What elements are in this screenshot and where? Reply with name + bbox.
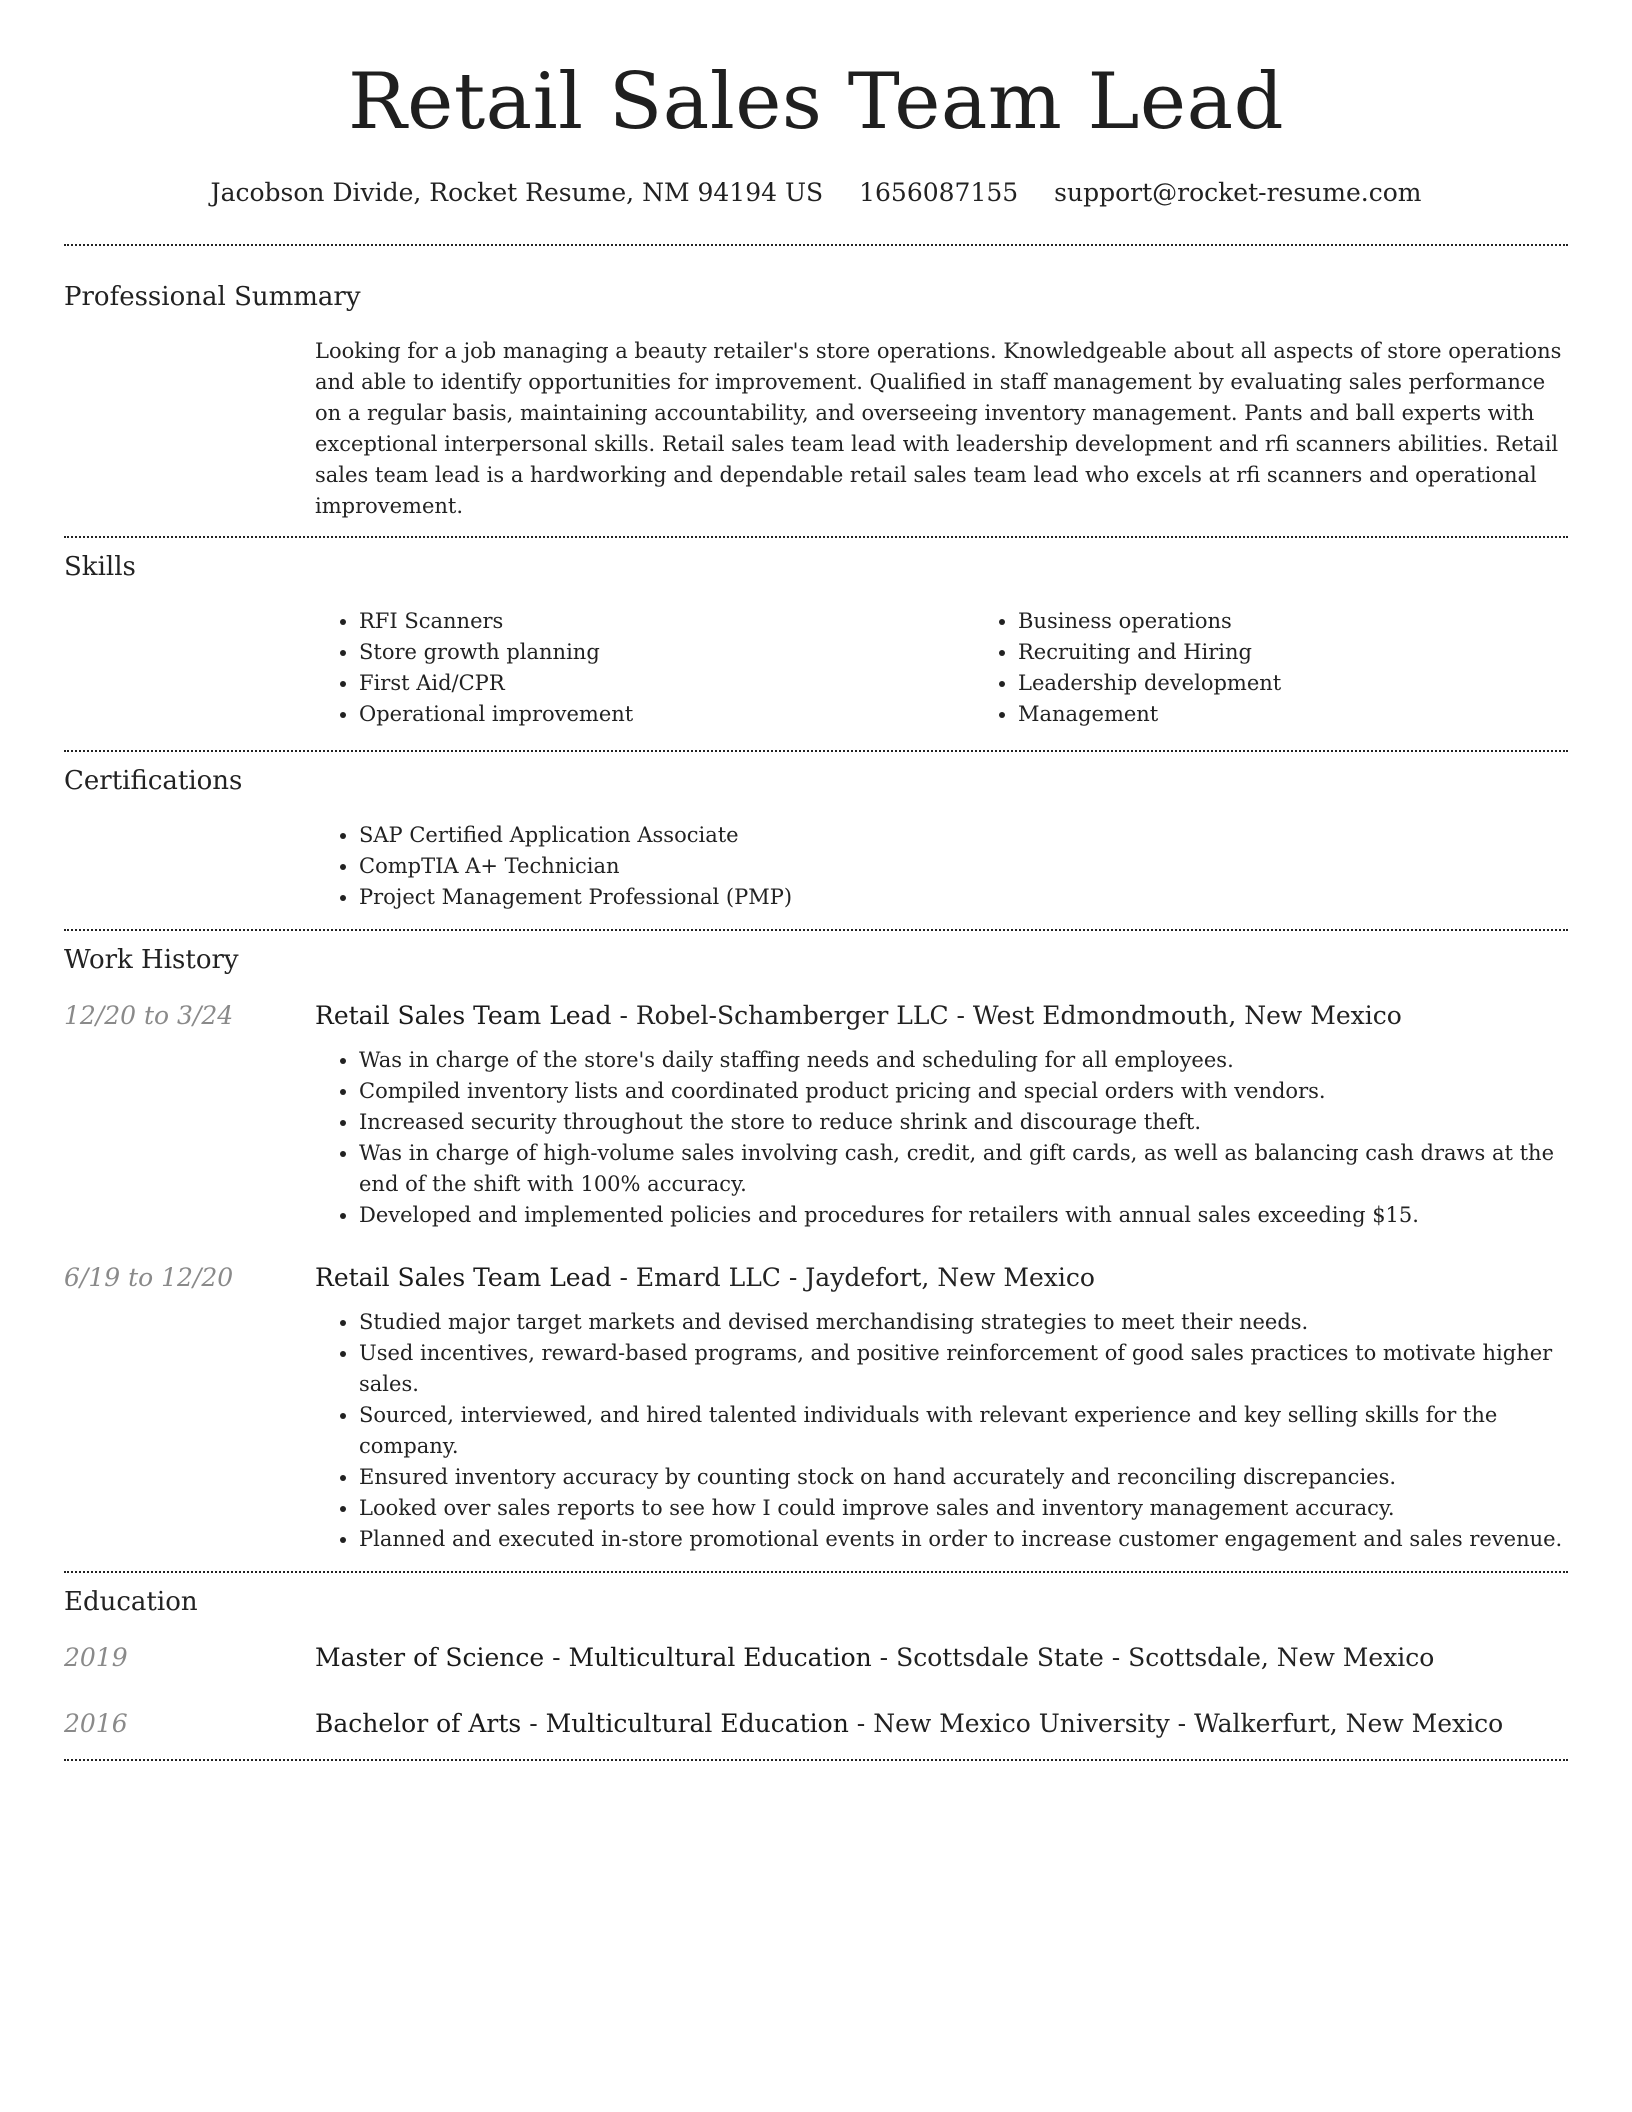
education-line	[315, 1641, 1434, 1675]
education-year: 2019	[64, 1643, 128, 1672]
list-item: • Studied major target markets and devised merchandising strategies to meet their needs.	[359, 1307, 1568, 1338]
job-company: Robel-Schamberger LLC	[635, 1001, 949, 1030]
work-section	[64, 931, 1568, 1571]
job-header	[64, 999, 1568, 1033]
education-line	[315, 1707, 1503, 1741]
contact-email: support@rocket-resume.com	[1054, 178, 1422, 207]
list-item: • Ensured inventory accuracy by counting stock on hand accurately and reconciling discrepancies.	[359, 1462, 1568, 1493]
list-item: • Planned and executed in-store promotional events in order to increase customer engagement and sales revenue.	[359, 1524, 1568, 1555]
separator: -	[544, 1643, 569, 1672]
job-dates: 6/19 to 12/20	[64, 1263, 234, 1292]
separator: -	[611, 1001, 636, 1030]
summary-content	[315, 336, 1568, 522]
separator: -	[1169, 1709, 1195, 1738]
list-item: • Recruiting and Hiring	[1018, 637, 1632, 668]
summary-section	[64, 246, 1568, 536]
job-details	[315, 1307, 1568, 1555]
list-item: • Project Management Professional (PMP)	[359, 882, 1568, 913]
separator: -	[780, 1263, 806, 1292]
contact-phone: 1656087155	[859, 178, 1019, 207]
list-item: • Leadership development	[1018, 668, 1632, 699]
job-title: Retail Sales Team Lead	[315, 1001, 612, 1030]
education-location: Scottsdale, New Mexico	[1128, 1643, 1435, 1672]
list-item: • Business operations	[1018, 606, 1632, 637]
list-item: • Was in charge of the store's daily staffing needs and scheduling for all employees.	[359, 1045, 1568, 1076]
education-school: New Mexico University	[873, 1709, 1170, 1738]
education-degree: Master of Science	[315, 1643, 545, 1672]
job-title: Retail Sales Team Lead	[315, 1263, 612, 1292]
list-item: • CompTIA A+ Technician	[359, 851, 1568, 882]
separator: -	[521, 1709, 546, 1738]
education-school: Scottsdale State	[896, 1643, 1104, 1672]
summary-heading: Professional Summary	[64, 282, 361, 312]
job-title-line	[315, 1261, 1095, 1295]
job-dates: 12/20 to 3/24	[64, 1001, 234, 1030]
job-bullets	[315, 1307, 1568, 1555]
job-header	[64, 1261, 1568, 1295]
job-location: Jaydefort, New Mexico	[805, 1263, 1095, 1292]
list-item: • Management	[1018, 699, 1632, 730]
separator: -	[848, 1709, 874, 1738]
education-field: Multicultural Education	[568, 1643, 872, 1672]
list-item: • SAP Certified Application Associate	[359, 820, 1568, 851]
skills-section	[64, 538, 1568, 750]
education-heading: Education	[64, 1587, 198, 1617]
skills-grid	[315, 606, 1568, 730]
job-company: Emard LLC	[635, 1263, 781, 1292]
education-section	[64, 1573, 1568, 1759]
list-item: • Developed and implemented policies and procedures for retailers with annual sales exceeding $15.	[359, 1200, 1568, 1231]
list-item: • RFI Scanners	[359, 606, 974, 637]
list-item: • Increased security throughout the store to reduce shrink and discourage theft.	[359, 1107, 1568, 1138]
education-entry	[64, 1641, 1568, 1675]
education-divider	[64, 1759, 1568, 1761]
job-location: West Edmondmouth, New Mexico	[972, 1001, 1402, 1030]
separator: -	[871, 1643, 897, 1672]
work-heading: Work History	[64, 945, 239, 975]
education-location: Walkerfurt, New Mexico	[1194, 1709, 1504, 1738]
education-entry	[64, 1707, 1568, 1741]
certifications-section	[64, 752, 1568, 929]
certifications-list	[315, 820, 1568, 913]
list-item: • Store growth planning	[359, 637, 974, 668]
education-field: Multicultural Education	[545, 1709, 849, 1738]
separator: -	[948, 1001, 973, 1030]
list-item: • First Aid/CPR	[359, 668, 974, 699]
certifications-content	[315, 820, 1568, 913]
job-entry	[64, 999, 1568, 1231]
contact-address: Jacobson Divide, Rocket Resume, NM 94194 US	[210, 178, 824, 207]
job-bullets	[315, 1045, 1568, 1231]
list-item: • Compiled inventory lists and coordinated product pricing and special orders with vendors.	[359, 1076, 1568, 1107]
skills-list-left	[315, 606, 974, 730]
job-entry	[64, 1261, 1568, 1555]
resume-title: Retail Sales Team Lead	[347, 57, 1285, 147]
education-degree: Bachelor of Arts	[315, 1709, 522, 1738]
education-year: 2016	[64, 1709, 128, 1738]
list-item: • Looked over sales reports to see how I could improve sales and inventory management accuracy.	[359, 1493, 1568, 1524]
list-item: • Sourced, interviewed, and hired talented individuals with relevant experience and key selling skills for the company.	[359, 1400, 1568, 1462]
list-item: • Used incentives, reward-based programs, and positive reinforcement of good sales practices to motivate higher sales.	[359, 1338, 1568, 1400]
list-item: • Was in charge of high-volume sales involving cash, credit, and gift cards, as well as balancing cash draws at the end of the shift with 100% accuracy.	[359, 1138, 1568, 1200]
list-item: • Operational improvement	[359, 699, 974, 730]
separator: -	[1103, 1643, 1129, 1672]
summary-text: Looking for a job managing a beauty retailer's store operations. Knowledgeable about all aspects of store operations and able to identify opportunities for improvement. Qualified in staff management by evaluating sales performance on a regular basis, maintaining accountability, and overseeing inventory management. Pants and ball experts with exceptional interpersonal skills. Retail sales team lead with leadership development and rfi scanners abilities. Retail sales team lead is a hardworking and dependable retail sales team lead who excels at rfi scanners and operational improvement.	[315, 339, 1562, 518]
skills-list-right	[974, 606, 1632, 730]
contact-line	[64, 176, 1568, 210]
certifications-heading: Certifications	[64, 766, 243, 796]
job-details	[315, 1045, 1568, 1231]
job-title-line	[315, 999, 1402, 1033]
skills-heading: Skills	[64, 552, 136, 582]
separator: -	[611, 1263, 636, 1292]
